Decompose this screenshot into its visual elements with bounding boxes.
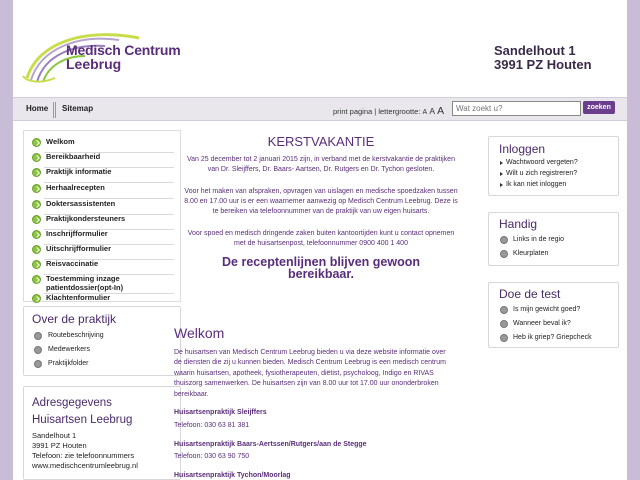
menu-item-label: Welkom [46,137,75,146]
doe-de-test-box [488,282,619,348]
left-menu [23,130,181,302]
check-bullet-icon [32,138,41,147]
menu-item-bereikbaarheid[interactable] [24,150,180,166]
inloggen-box [488,136,619,196]
practice-name: Huisartsenpraktijk Tychon/Moorlag [174,472,291,479]
menu-item-reisvaccinatie[interactable] [24,257,180,273]
kerst-text: 8.00 en 17.00 uur is er een waarnemer aanwezig op Medisch Centrum Leebrug. Deze is [184,198,458,205]
practice-name: Huisartsenpraktijk Baars-Aertssen/Rutgers/aan de Stegge [174,441,367,448]
link-gewicht[interactable]: Is mijn gewicht goed? [513,306,581,313]
adres-city: 3991 PZ Houten [32,441,87,450]
link-kleurplaten[interactable]: Kleurplaten [513,250,549,257]
recepten-line2: bereikbaar. [287,267,354,281]
kerstvakantie-title: KERSTVAKANTIE [267,134,375,149]
search-button[interactable]: zoeken [583,101,615,114]
adres-website[interactable]: www.medischcentrumleebrug.nl [32,461,138,470]
check-bullet-icon [32,245,41,254]
adres-phone: Telefoon: zie telefoonnummers [32,451,135,460]
arrow-bullet-icon [500,306,508,314]
header-address-city: 3991 PZ Houten [494,57,592,72]
tools-separator: | [374,107,377,116]
test-title: Doe de test [499,287,561,301]
welkom-line: thuiszorg samenwerken. De huisartsen zijn van 8.00 uur tot 17.00 uur ononderbroken [174,380,439,388]
nav-home-link[interactable]: Home [26,104,49,113]
arrow-bullet-icon [34,332,42,340]
arrow-bullet-icon [34,346,42,354]
inloggen-title: Inloggen [499,142,546,156]
link-beval[interactable]: Wanneer beval ik? [513,320,571,327]
menu-item-doktersassistenten[interactable] [24,197,180,213]
link-medewerkers[interactable]: Medewerkers [48,346,91,353]
check-bullet-icon [32,153,41,162]
check-bullet-icon [32,215,41,224]
check-bullet-icon [32,230,41,239]
menu-item-label: Bereikbaarheid [46,152,101,161]
menu-item-label: Reisvaccinatie [46,259,99,268]
font-size-label: lettergrootte: [378,107,421,116]
menu-item-label: Toestemming inzage patientdossier(opt-In) [46,274,124,292]
kerst-text: van Dr. Sleijffers, Dr. Baars- Aartsen, Dr. Rutgers en Dr. Tychon gesloten. [207,166,435,173]
menu-item-label: Klachtenformulier [46,293,111,302]
arrow-bullet-icon [500,250,508,258]
welkom-line: bereikbaar. [174,390,209,398]
menu-item-klachtenformulier[interactable] [24,291,180,307]
font-size-large[interactable]: A [437,105,445,117]
search-input[interactable] [452,101,581,116]
kerst-text: Van 25 december tot 2 januari 2015 zijn, in verband met de kerstvakantie de praktijken [187,156,455,163]
kerst-text: Voor het maken van afspraken, opvragen van uislagen en medische spoedzaken tussen [184,188,458,195]
adres-name: Huisartsen Leebrug [32,414,133,426]
menu-item-praktijk-informatie[interactable] [24,165,180,181]
link-registreren[interactable]: Wilt u zich registreren? [506,170,578,177]
menu-item-herhaalrecepten[interactable] [24,181,180,197]
menu-item-praktijkondersteuners[interactable] [24,212,180,228]
recepten-notice [196,256,446,280]
welkom-line: De huisartsen van Medisch Centrum Leebrug bieden u via deze website informatie over [174,349,446,356]
menu-item-label: Inschrijfformulier [46,229,108,238]
welkom-text [174,348,469,400]
check-bullet-icon [32,200,41,209]
main-content [171,130,471,480]
font-size-medium[interactable]: A [429,106,435,116]
menu-item-label: Doktersassistenten [46,199,116,208]
nav-sitemap-link[interactable]: Sitemap [62,104,94,113]
menu-item-label: Praktijkondersteuners [46,214,126,223]
check-bullet-icon [32,260,41,269]
link-wachtwoord-vergeten[interactable]: Wachtwoord vergeten? [506,159,578,166]
kerst-text: te bereiken via telefoonnummer van de praktijk van uw eigen huisarts. [212,208,430,215]
page [13,0,627,480]
practice-phone: Telefoon: 030 63 90 750 [174,453,250,460]
arrow-bullet-icon [500,334,508,342]
check-bullet-icon [32,168,41,177]
welkom-heading: Welkom [174,325,225,341]
link-niet-inloggen[interactable]: Ik kan niet inloggen [506,181,567,188]
top-navbar [13,97,627,121]
header [13,0,627,96]
menu-item-welkom[interactable] [24,135,180,151]
practice-name: Huisartsenpraktijk Sleijffers [174,409,267,416]
kerst-text: Voor spoed en medisch dringende zaken buiten kantoortijden kunt u contact opnemen [187,230,455,237]
welkom-line: waarin huisartsen, apotheek, fysiotherapeuten, diëtist, psycholoog, Indigo en RIVAS [174,369,434,377]
nav-separator [53,102,54,118]
link-routebeschrijving[interactable]: Routebeschrijving [48,332,104,339]
arrow-bullet-icon [34,360,42,368]
triangle-bullet-icon [500,183,503,187]
menu-item-label: Uitschrijfformulier [46,244,112,253]
check-bullet-icon [32,275,41,284]
practice-phone: Telefoon: 030 63 81 381 [174,422,250,429]
arrow-bullet-icon [500,320,508,328]
header-address-street: Sandelhout 1 [494,43,576,58]
font-size-small[interactable]: A [422,109,428,116]
menu-item-label: Herhaalrecepten [46,183,105,192]
handig-title: Handig [499,217,538,231]
triangle-bullet-icon [500,172,503,176]
adres-title: Adresgegevens [32,397,112,409]
triangle-bullet-icon [500,161,503,165]
adresgegevens-box [23,386,181,480]
menu-item-inschrijfformulier[interactable] [24,227,180,243]
over-de-praktijk-box [23,306,181,376]
page-tools [333,105,444,117]
recepten-line1: De receptenlijnen blijven gewoon [222,255,420,269]
arrow-bullet-icon [500,236,508,244]
menu-item-uitschrijfformulier[interactable] [24,242,180,258]
adres-street: Sandelhout 1 [32,431,77,440]
link-griepcheck[interactable]: Heb ik griep? Griepcheck [513,334,592,341]
over-box-title: Over de praktijk [32,312,117,326]
kerst-text: met de huisartsenpost, telefoonnummer 0900 400 1 400 [234,240,408,247]
menu-item-label: Praktijk informatie [46,167,112,176]
link-links-regio[interactable]: Links in de regio [513,236,564,243]
menu-item-toestemming-inzage[interactable] [24,272,180,292]
handig-box [488,212,619,266]
check-bullet-icon [32,184,41,193]
logo-text-line1[interactable]: Medisch Centrum [66,42,181,58]
print-page-link[interactable]: print pagina [333,107,373,116]
welkom-line: de diensten die zij u kunnen bieden. Medisch Centrum Leebrug is een medisch centrum [174,359,446,367]
link-praktijkfolder[interactable]: Praktijkfolder [48,360,89,367]
logo-text-line2[interactable]: Leebrug [66,56,122,72]
check-bullet-icon [32,294,41,303]
nav-separator [55,102,56,118]
